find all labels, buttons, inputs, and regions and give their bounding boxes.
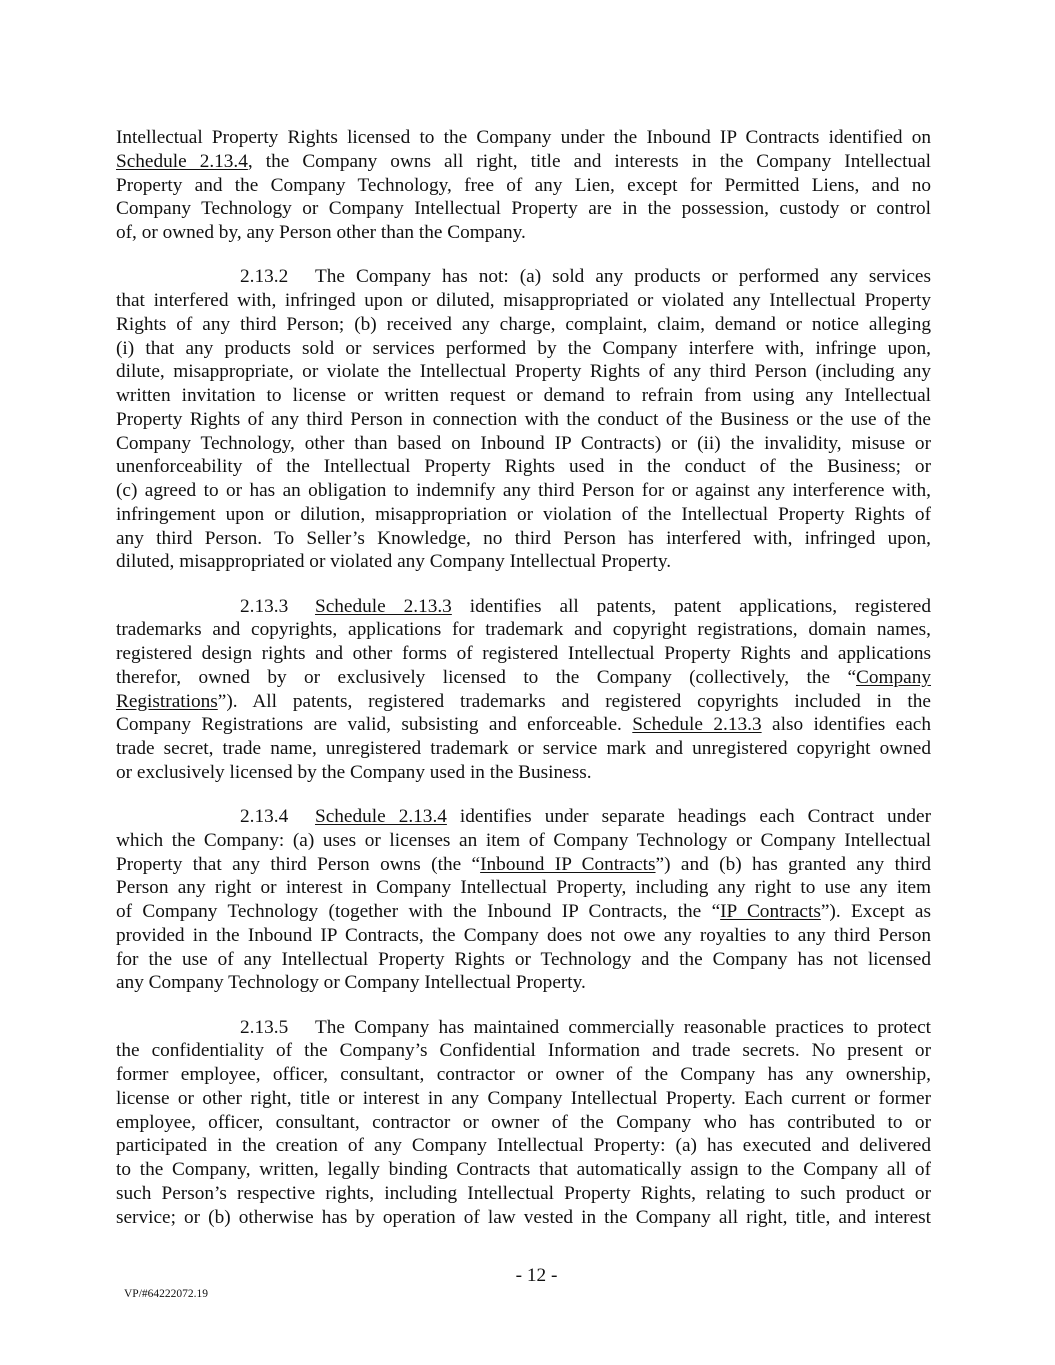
underlined-reference: Registrations — [116, 690, 218, 712]
section-number: 2.13.5 — [240, 1016, 289, 1038]
section-2-13-3 — [116, 595, 931, 785]
text-segment: such Person’s respective rights, including Intellectual Property Rights, relating to such product or — [116, 1182, 931, 1204]
text-line — [116, 197, 931, 221]
document-body — [116, 126, 931, 1250]
text-line — [116, 1182, 931, 1206]
text-line — [116, 1087, 931, 1111]
text-segment: Property and the Company Technology, free of any Lien, except for Permitted Liens, and no — [116, 174, 931, 196]
text-segment: identifies under separate headings each Contract under — [446, 806, 931, 827]
text-line — [116, 265, 931, 289]
text-line — [116, 805, 931, 829]
text-segment: Company Technology, other than based on Inbound IP Contracts) or (ii) the invalidity, misuse or — [116, 432, 931, 454]
text-segment: for the use of any Intellectual Property Rights or Technology and the Company has not licensed — [116, 948, 931, 970]
text-segment: identifies all patents, patent applications, registered — [451, 595, 931, 617]
text-segment: provided in the Inbound IP Contracts, the Company does not owe any royalties to any third Person — [116, 924, 931, 946]
text-line — [116, 384, 931, 408]
text-line — [116, 924, 931, 948]
text-segment: employee, officer, consultant, contractor or owner of the Company who has contributed to or — [116, 1111, 931, 1133]
text-segment: also identifies each — [761, 714, 931, 736]
text-segment: of, or owned by, any Person other than the Company. — [116, 222, 526, 243]
underlined-reference: Schedule 2.13.4 — [315, 806, 447, 827]
section-2-13-4 — [116, 805, 931, 995]
text-line — [116, 174, 931, 198]
text-line — [116, 408, 931, 432]
text-line — [116, 1016, 931, 1040]
text-line — [116, 876, 931, 900]
text-line — [116, 1158, 931, 1182]
text-segment: registered design rights and other forms of registered Intellectual Property Rights and applications — [116, 643, 931, 664]
text-segment: former employee, officer, consultant, contractor or owner of the Company has any ownership, — [116, 1064, 931, 1085]
paragraph-continuation — [116, 126, 931, 245]
text-line — [116, 126, 931, 150]
text-segment: The Company has not: (a) sold any products or performed any services — [315, 266, 931, 288]
text-line — [116, 150, 931, 174]
text-segment: service; or (b) otherwise has by operation of law vested in the Company all right, title, and interest — [116, 1206, 931, 1228]
text-segment: unenforceability of the Intellectual Property Rights used in the conduct of the Business; or — [116, 456, 931, 478]
text-segment: (i) that any products sold or services performed by the Company interfere with, infringe upon, — [116, 337, 931, 359]
text-segment: dilute, misappropriate, or violate the Intellectual Property Rights of any third Person (including any — [116, 361, 931, 383]
text-segment: that interfered with, infringed upon or diluted, misappropriated or violated any Intellectual Property — [116, 290, 931, 311]
text-line — [116, 1206, 931, 1230]
text-line — [116, 900, 931, 924]
text-segment: which the Company: (a) uses or licenses an item of Company Technology or Company Intellectual — [116, 829, 931, 851]
text-line — [116, 550, 931, 574]
text-line — [116, 455, 931, 479]
text-line — [116, 221, 931, 245]
text-line — [116, 479, 931, 503]
section-2-13-5 — [116, 1016, 931, 1230]
text-segment: Company Technology or Company Intellectual Property are in the possession, custody or control — [116, 198, 931, 220]
text-line — [116, 527, 931, 551]
underlined-reference: Inbound IP Contracts — [480, 853, 656, 875]
text-line — [116, 713, 931, 737]
text-line — [116, 829, 931, 853]
text-segment: diluted, misappropriated or violated any Company Intellectual Property. — [116, 551, 672, 573]
text-segment: of Company Technology (together with the Inbound IP Contracts, the “ — [116, 901, 721, 922]
text-line — [116, 948, 931, 972]
text-segment: infringement upon or dilution, misappropriation or violation of the Intellectual Property Rights of — [116, 503, 931, 525]
section-number: 2.13.2 — [240, 266, 289, 288]
text-line — [116, 337, 931, 361]
text-line — [116, 1111, 931, 1135]
text-segment: or exclusively licensed by the Company used in the Business. — [116, 761, 592, 783]
text-line — [116, 1134, 931, 1158]
text-segment: trade secret, trade name, unregistered trademark or service mark and unregistered copyright owned — [116, 738, 931, 759]
text-segment: ”) and (b) has granted any third — [655, 853, 931, 875]
text-line — [116, 737, 931, 761]
text-segment: Intellectual Property Rights licensed to the Company under the Inbound IP Contracts identified on — [116, 127, 931, 148]
text-line — [116, 971, 931, 995]
text-segment: ”). All patents, registered trademarks and registered copyrights included in the — [217, 690, 931, 712]
text-segment: , the Company owns all right, title and interests in the Company Intellectual — [247, 150, 931, 172]
text-segment: ”). Except as — [820, 901, 931, 922]
underlined-reference: Schedule 2.13.3 — [315, 595, 452, 617]
text-segment: (c) agreed to or has an obligation to indemnify any third Person for or against any interference with, — [116, 480, 931, 501]
text-segment: the confidentiality of the Company’s Confidential Information and trade secrets. No present or — [116, 1040, 931, 1062]
document-id: VP/#64222072.19 — [124, 1288, 209, 1300]
text-line — [116, 1039, 931, 1063]
text-segment: to the Company, written, legally binding Contracts that automatically assign to the Company all of — [116, 1159, 931, 1180]
text-line — [116, 503, 931, 527]
text-segment: trademarks and copyrights, applications for trademark and copyright registrations, domain names, — [116, 619, 931, 641]
text-line — [116, 1063, 931, 1087]
text-segment: Property Rights of any third Person in connection with the conduct of the Business or the use of the — [116, 408, 931, 430]
underlined-reference: Schedule 2.13.3 — [632, 714, 762, 736]
text-segment: written invitation to license or written request or demand to refrain from using any Intellectual — [116, 385, 931, 406]
underlined-reference: Schedule 2.13.4 — [116, 150, 248, 172]
text-segment: Company Registrations are valid, subsisting and enforceable. — [116, 714, 633, 736]
text-segment: license or other right, title or interest in any Company Intellectual Property. Each current or former — [116, 1087, 931, 1109]
text-segment: Person any right or interest in Company Intellectual Property, including any right to use any item — [116, 877, 931, 899]
text-segment: Rights of any third Person; (b) received any charge, complaint, claim, demand or notice alleging — [116, 313, 931, 335]
text-line — [116, 313, 931, 337]
text-line — [116, 853, 931, 877]
text-line — [116, 595, 931, 619]
text-line — [116, 761, 931, 785]
text-line — [116, 666, 931, 690]
text-segment: therefor, owned by or exclusively licensed to the Company (collectively, the “ — [116, 666, 857, 688]
text-segment: Property that any third Person owns (the “ — [116, 853, 481, 875]
section-number: 2.13.3 — [240, 595, 289, 617]
text-line — [116, 432, 931, 456]
text-segment: any Company Technology or Company Intellectual Property. — [116, 972, 586, 994]
underlined-reference: IP Contracts — [720, 901, 821, 922]
text-segment: any third Person. To Seller’s Knowledge, no third Person has interfered with, infringed upon, — [116, 527, 931, 549]
text-line — [116, 360, 931, 384]
text-line — [116, 690, 931, 714]
text-segment: participated in the creation of any Company Intellectual Property: (a) has executed and delivered — [116, 1135, 931, 1157]
page-number: - 12 - — [515, 1265, 558, 1286]
section-2-13-2 — [116, 265, 931, 574]
section-number: 2.13.4 — [240, 806, 289, 827]
text-line — [116, 618, 931, 642]
underlined-reference: Company — [856, 666, 931, 688]
text-segment: The Company has maintained commercially reasonable practices to protect — [315, 1016, 931, 1038]
text-line — [116, 642, 931, 666]
text-line — [116, 289, 931, 313]
